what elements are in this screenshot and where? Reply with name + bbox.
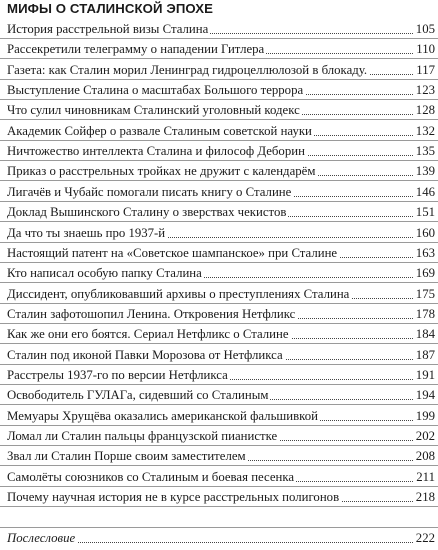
row-divider — [0, 506, 438, 507]
toc-entry-title: История расстрельной визы Сталина — [7, 22, 209, 36]
toc-entry-page-number: 194 — [415, 388, 435, 403]
toc-entry-title: Ломал ли Сталин пальцы французской пианистке — [7, 429, 278, 443]
toc-entry-page-number: 191 — [415, 367, 435, 382]
toc-entry-page-number: 169 — [415, 266, 435, 281]
toc-entry-page-number: 110 — [416, 42, 435, 57]
toc-entry-page-number: 132 — [415, 123, 435, 138]
toc-entry[interactable] — [0, 284, 438, 304]
toc-entry[interactable] — [0, 39, 438, 59]
toc-entry[interactable] — [0, 263, 438, 283]
toc-entry[interactable] — [0, 243, 438, 263]
toc-entry-page-number: 178 — [415, 306, 435, 321]
toc-entry-title: Ничтожество интеллекта Сталина и философ Деборин — [7, 144, 305, 159]
toc-entry-title: Доклад Вышинского Сталину о зверствах чекистов — [7, 205, 287, 220]
toc-entry-title: Лигачёв и Чубайс помогали писать книгу о Сталине — [7, 184, 292, 199]
toc-entry-title: Академик Сойфер о развале Сталиным советской науки — [7, 123, 312, 138]
section-title: МИФЫ О СТАЛИНСКОЙ ЭПОХЕ — [7, 1, 214, 16]
toc-entry-page-number: 163 — [415, 245, 435, 260]
toc-entry[interactable] — [0, 304, 438, 324]
toc-entry[interactable] — [0, 60, 438, 80]
toc-entry-page-number: 105 — [415, 22, 435, 36]
toc-entry-title: Сталин зафотошопил Ленина. Откровения Нетфликс — [7, 306, 296, 321]
toc-entry-page-number: 218 — [415, 490, 435, 505]
toc-entry[interactable] — [0, 19, 438, 39]
toc-entry[interactable] — [0, 467, 438, 487]
toc-entry[interactable] — [0, 406, 438, 426]
toc-entry[interactable] — [0, 141, 438, 161]
toc-entry[interactable] — [0, 365, 438, 385]
toc-entry-title: Да что ты знаешь про 1937-й — [7, 225, 166, 240]
toc-entry-page-number: 184 — [415, 327, 435, 342]
toc-entry-title: Рассекретили телеграмму о нападении Гитлера — [7, 42, 265, 57]
toc-entry[interactable] — [0, 223, 438, 243]
toc-entry-page-number: 187 — [415, 347, 435, 362]
toc-entry-page-number: 175 — [415, 286, 435, 301]
afterword-divider — [0, 527, 438, 528]
toc-entry-title: Кто написал особую папку Сталина — [7, 266, 202, 281]
toc-entry-page-number: 135 — [415, 144, 435, 159]
toc-entry-page-number: 199 — [415, 408, 435, 423]
toc-entry-afterword[interactable] — [0, 528, 438, 550]
toc-entry-page-number: 151 — [415, 205, 435, 220]
toc-entry[interactable] — [0, 446, 438, 466]
toc-entry-title: Выступление Сталина о масштабах Большого террора — [7, 83, 304, 98]
toc-entry[interactable] — [0, 426, 438, 446]
toc-entry[interactable] — [0, 324, 438, 344]
toc-entry[interactable] — [0, 100, 438, 120]
toc-entry-title: Расстрелы 1937-го по версии Нетфликса — [7, 367, 228, 382]
toc-entry-page-number: 117 — [416, 62, 435, 77]
toc-entry-page-number: 211 — [416, 469, 435, 484]
toc-entry-title: Газета: как Сталин морил Ленинград гидроцеллюлозой в блокаду. — [7, 62, 368, 77]
toc-entry[interactable] — [0, 182, 438, 202]
toc-entry-page-number: 146 — [415, 184, 435, 199]
toc-entry-page-number: 208 — [415, 449, 435, 464]
toc-entry-page-number: 222 — [415, 531, 435, 545]
toc-entry-page-number: 202 — [415, 429, 435, 443]
toc-entry-title: Как же они его боятся. Сериал Нетфликс о Сталине — [7, 327, 289, 342]
toc-entry-page-number: 160 — [415, 225, 435, 240]
toc-entry[interactable] — [0, 487, 438, 507]
toc-entry-title: Освободитель ГУЛАГа, сидевший со Сталиным — [7, 388, 269, 403]
toc-entry-title: Настоящий патент на «Советское шампанское» при Сталине — [7, 245, 338, 260]
toc-entry[interactable] — [0, 385, 438, 405]
toc-entry-title: Мемуары Хрущёва оказались американской фальшивкой — [7, 408, 318, 423]
toc-entry-page-number: 128 — [415, 103, 435, 118]
toc-entry[interactable] — [0, 345, 438, 365]
toc-entry[interactable] — [0, 202, 438, 222]
toc-entry[interactable] — [0, 121, 438, 141]
toc-entry[interactable] — [0, 161, 438, 181]
toc-entry-title: Почему научная история не в курсе расстрельных полигонов — [7, 490, 340, 505]
toc-entry-title: Сталин под иконой Павки Морозова от Нетфликса — [7, 347, 283, 362]
toc-entry-page-number: 139 — [415, 164, 435, 179]
toc-entry-title: Самолёты союзников со Сталиным и боевая песенка — [7, 469, 295, 484]
toc-entry-title: Послесловие — [7, 531, 76, 545]
toc-entry-page-number: 123 — [415, 83, 435, 98]
toc-entry[interactable] — [0, 80, 438, 100]
toc-entry-title: Приказ о расстрельных тройках не дружит с календарём — [7, 164, 316, 179]
toc-entry-title: Звал ли Сталин Порше своим заместителем — [7, 449, 246, 464]
toc-entry-title: Что сулил чиновникам Сталинский уголовный кодекс — [7, 103, 300, 118]
toc-entry-title: Диссидент, опубликовавший архивы о преступлениях Сталина — [7, 286, 350, 301]
